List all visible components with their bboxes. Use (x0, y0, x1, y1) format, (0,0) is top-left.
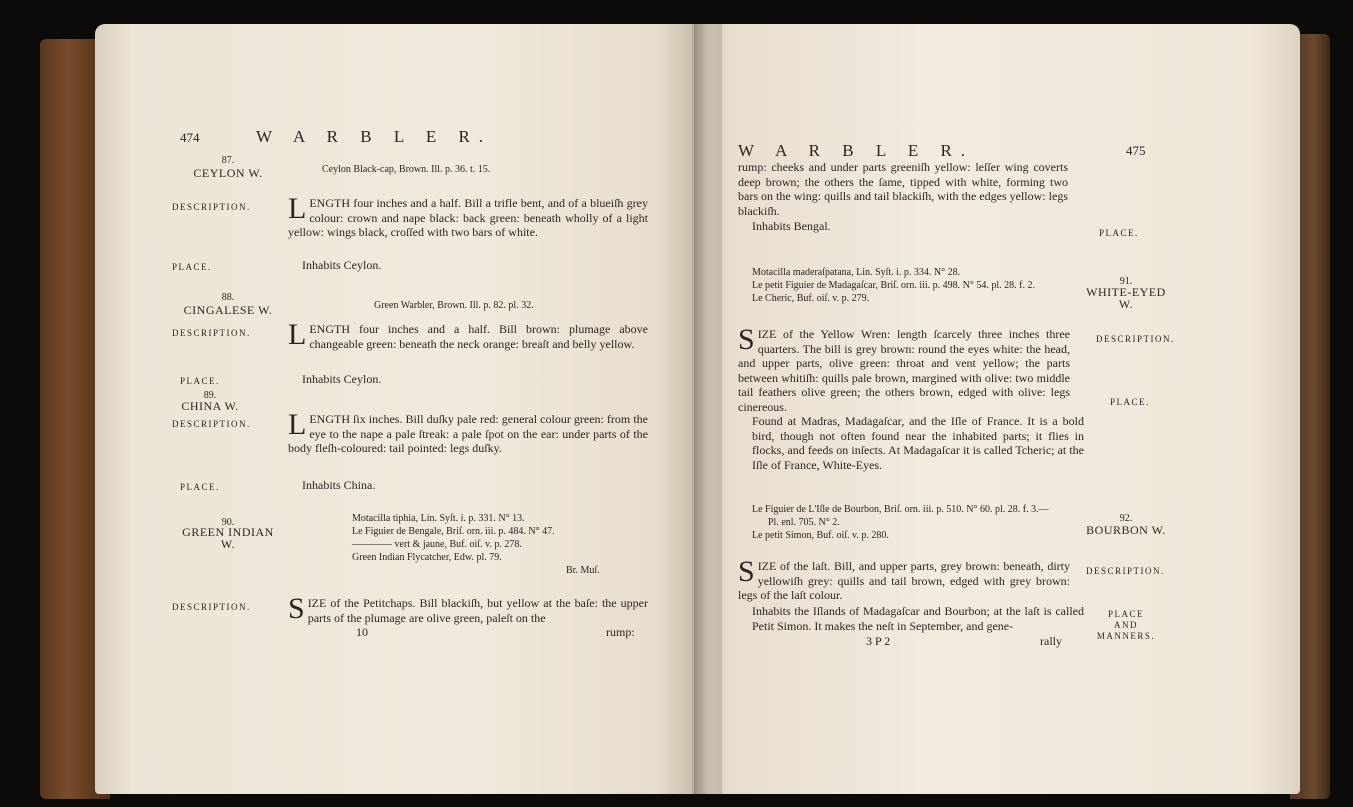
drop-cap: L (288, 318, 307, 351)
paragraph-text: IZE of the Yellow Wren: length ſcarcely three inches three quarters. The bill is grey brown: round the eyes white: the head, and upper parts, olive green: throat and vent yellow; the parts between whitiſh: quills pale brown, margined with olive: two middle tail feathers olive green; the others brown, edged with olive: legs cinereous. (738, 327, 1070, 414)
reference: Le Cheric, Buf. oiſ. v. p. 279. (752, 293, 870, 304)
entry-number: 90. (221, 517, 235, 528)
reference: Green Indian Flycatcher, Edw. pl. 79. (352, 552, 502, 563)
reference: Le Figuier de L'Iſle de Bourbon, Briſ. orn. iii. p. 510. N° 60. pl. 28. f. 3.— (752, 504, 1049, 515)
entry-number: 92. (1119, 513, 1133, 524)
paragraph-text: IZE of the Petitchaps. Bill blackiſh, but yellow at the baſe: the upper parts of the plumage are olive green, paleſt on the (307, 596, 648, 625)
margin-label: DESCRIPTION. (172, 328, 251, 338)
paragraph: Inhabits Ceylon. (302, 258, 382, 272)
drop-cap: S (738, 555, 755, 588)
reference: Le petit Simon, Buf. oiſ. v. p. 280. (752, 530, 889, 541)
reference: Le petit Figuier de Madagaſcar, Briſ. orn. iii. p. 498. N° 54. pl. 28. f. 2. (752, 280, 1035, 291)
margin-label: PLACE AND MANNERS. (1096, 609, 1156, 641)
paragraph (288, 408, 648, 456)
page-number-left: 474 (180, 130, 200, 145)
paragraph (738, 555, 1070, 603)
margin-label: DESCRIPTION. (1086, 566, 1165, 576)
paragraph: Found at Madras, Madagaſcar, and the Iſle of France. It is a bold bird, though not often found near the inhabited parts; it flies in flocks, and feeds on inſects. At Madagaſcar it is called Tcheric; at the Iſle of France, White-Eyes. (752, 414, 1084, 472)
book-gutter (694, 24, 722, 794)
reference: Le Figuier de Bengale, Briſ. orn. iii. p. 484. N° 47. (352, 526, 555, 537)
reference: Pl. enl. 705. N° 2. (768, 517, 840, 528)
margin-label: DESCRIPTION. (172, 602, 251, 612)
paragraph (738, 323, 1070, 415)
margin-label: DESCRIPTION. (172, 419, 251, 429)
paragraph-text: ENGTH four inches and a half. Bill brown: plumage above changeable green: beneath the neck orange: breaſt and belly yellow. (309, 322, 648, 351)
reference: Motacilla maderaſpatana, Lin. Syſt. i. p. 334. N° 28. (752, 267, 961, 278)
drop-cap: L (288, 408, 307, 441)
paragraph: Inhabits Bengal. (752, 219, 831, 233)
reference: Br. Muſ. (566, 565, 600, 576)
paragraph: Inhabits China. (302, 478, 376, 492)
drop-cap: S (738, 323, 755, 356)
paragraph-text: ENGTH four inches and a half. Bill a trifle bent, and of a blueiſh grey colour: crown and nape black: back green: beneath wholly of a light yellow: wings black, croſſed with two bars of white. (288, 196, 648, 240)
signature-mark: 10 (356, 625, 368, 639)
margin-label: PLACE. (180, 482, 220, 492)
margin-label: PLACE. (1099, 228, 1139, 238)
entry-name: CHINA W. (181, 399, 239, 413)
reference: Ceylon Black-cap, Brown. Ill. p. 36. t. 15. (322, 164, 491, 175)
margin-label: DESCRIPTION. (172, 202, 251, 212)
reference: Motacilla tiphia, Lin. Syſt. i. p. 331. N° 13. (352, 513, 525, 524)
paragraph (288, 192, 648, 240)
reference: Green Warbler, Brown. Ill. p. 82. pl. 32. (374, 300, 534, 311)
entry-name: GREEN INDIAN W. (182, 525, 274, 551)
entry-name: WHITE-EYED W. (1086, 285, 1166, 311)
catchword: rally (1040, 634, 1062, 648)
paragraph: Inhabits the Iſlands of Madagaſcar and Bourbon; at the laſt is called Petit Simon. It makes the neſt in September, and gene- (752, 604, 1084, 633)
margin-label: PLACE. (172, 262, 212, 272)
catchword: rump: (606, 625, 635, 639)
page-number-right: 475 (1126, 143, 1146, 158)
margin-label: PLACE. (1110, 397, 1150, 407)
entry-name: CINGALESE W. (183, 303, 273, 317)
paragraph-text: IZE of the laſt. Bill, and upper parts, grey brown: beneath, dirty yellowiſh grey: quills and tail brown, edged with grey brown: legs of the laſt colour. (738, 559, 1070, 603)
running-head-left: W A R B L E R. (256, 127, 493, 146)
drop-cap: L (288, 192, 307, 225)
paragraph: Inhabits Ceylon. (302, 372, 382, 386)
signature-mark: 3 P 2 (866, 634, 891, 648)
margin-label: PLACE. (180, 376, 220, 386)
entry-number: 91. (1119, 276, 1133, 287)
margin-label: DESCRIPTION. (1096, 334, 1175, 344)
entry-number: 87. (221, 155, 235, 166)
entry-number: 89. (203, 390, 217, 401)
paragraph (288, 592, 648, 625)
drop-cap: S (288, 592, 305, 625)
entry-name: CEYLON W. (193, 166, 263, 180)
entry-name: BOURBON W. (1086, 523, 1166, 537)
paragraph: rump: cheeks and under parts greeniſh yellow: leſſer wing coverts deep brown; the others the ſame, tipped with white, forming two bars on the wing: quills and tail blackiſh, with the edges yellow: legs blackiſh. (738, 160, 1068, 218)
paragraph (288, 318, 648, 351)
running-head-right: W A R B L E R. (738, 141, 975, 160)
reference: ———— vert & jaune, Buf. oiſ. v. p. 278. (352, 539, 522, 550)
entry-number: 88. (221, 292, 235, 303)
paragraph-text: ENGTH ſix inches. Bill duſky pale red: general colour green: from the eye to the nape a pale ſtreak: a pale ſpot on the ear: under parts of the body fleſh-coloured: tail pointed: legs duſky. (288, 412, 648, 456)
